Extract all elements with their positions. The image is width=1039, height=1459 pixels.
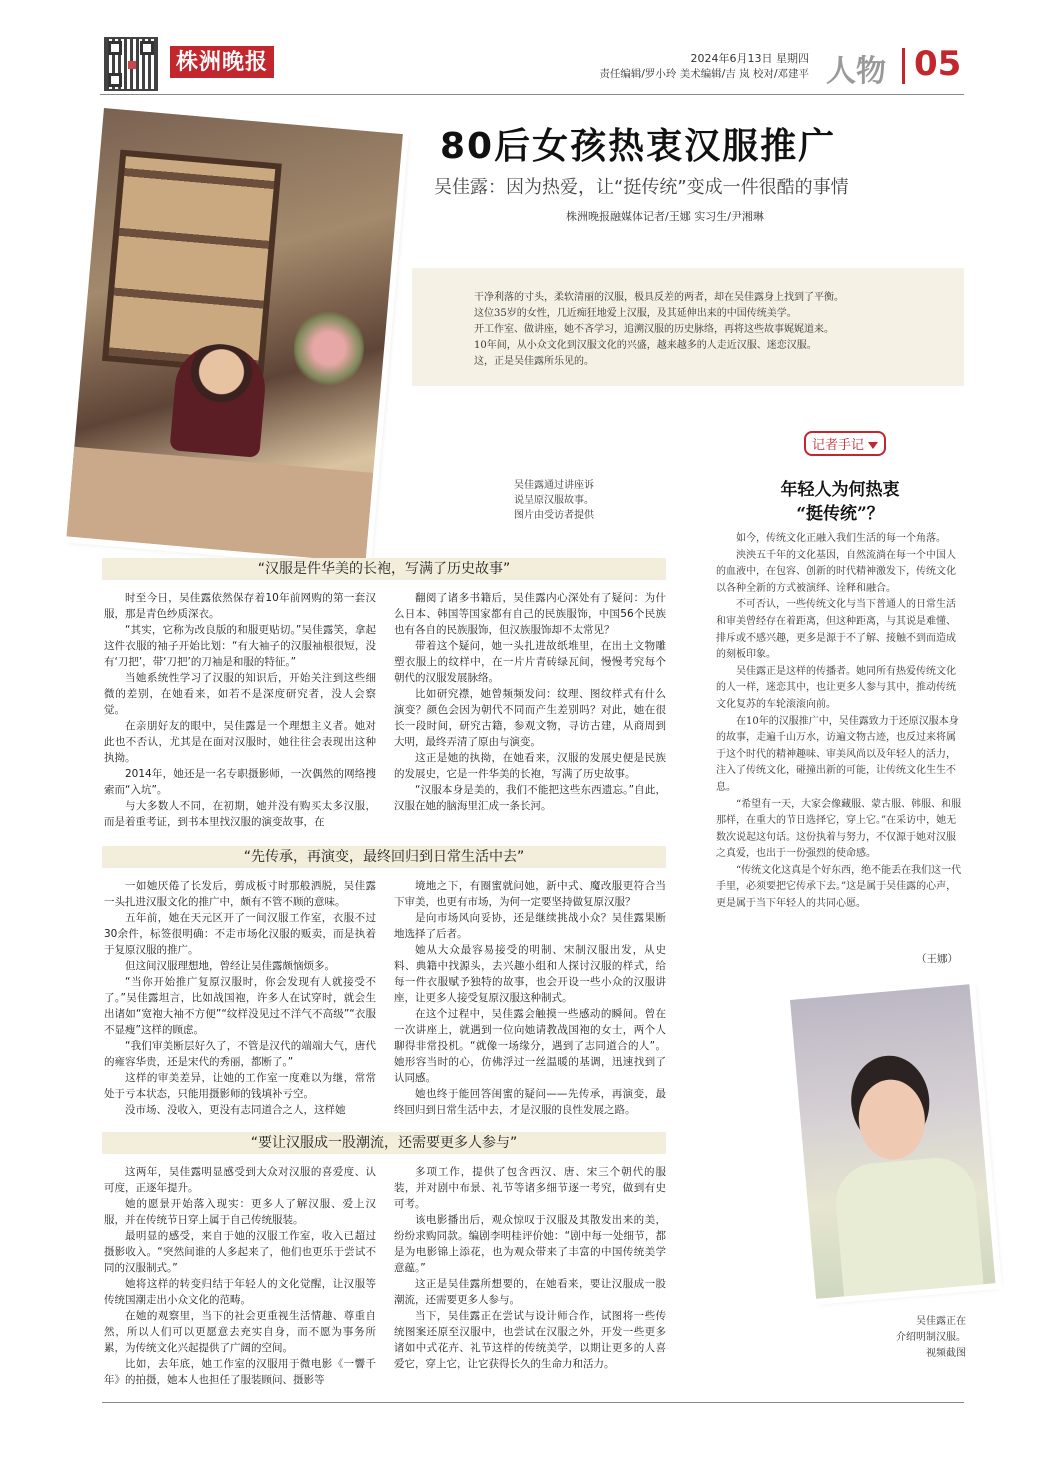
caption-line: 介绍明制汉服。 [896, 1332, 966, 1343]
paragraph: 这两年，吴佳露明显感受到大众对汉服的喜爱度、认可度，正逐年提升。 [104, 1166, 376, 1194]
caption-line: 吴佳露正在 [916, 1316, 966, 1327]
article-column [394, 878, 666, 1118]
note-paragraph: 不可否认，一些传统文化与当下普通人的日常生活和审美曾经存在着距离，但这种距离，与其说是难懂、排斥或不感兴趣，更多是源于不了解、接触不到而造成的刻板印象。 [716, 599, 956, 661]
qr-logo-icon [128, 61, 136, 69]
qr-code [104, 37, 158, 91]
paragraph: 这样的审美差异，让她的工作室一度难以为继，常常处于亏本状态，只能用摄影师的钱填补亏空。 [104, 1072, 376, 1100]
note-paragraph: 泱泱五千年的文化基因，自然流淌在每一个中国人的血液中，在包容、创新的时代精神激发下，传统文化以各种全新的方式被演绎、诠释和融合。 [716, 549, 956, 594]
qr-corner-icon [140, 41, 154, 55]
paragraph: 在这个过程中，吴佳露会触摸一些感动的瞬间。曾在一次讲座上，就遇到一位向她请教战国袍的女士，两个人聊得非常投机。“就像一场缘分，遇到了志同道合的人”。她形容当时的心，仿佛浮过一丝温暖的基调，迅速找到了认同感。 [394, 1008, 666, 1084]
hanfu-image [833, 1155, 985, 1299]
caption-credit: 图片由受访者提供 [514, 510, 594, 521]
paragraph: 在亲朋好友的眼中，吴佳露是一个理想主义者。她对此也不否认，尤其是在面对汉服时，她往往会表现出这种执拗。 [104, 720, 376, 764]
paragraph: 没市场、没收入，更没有志同道合之人，这样她 [125, 1104, 346, 1116]
section-heading: “要让汉服成一股潮流，还需要更多人参与” [102, 1132, 666, 1154]
reporter-note-body [716, 531, 964, 913]
intro-line: 开工作室、做讲座，她不吝学习，追溯汉服的历史脉络，再将这些故事娓娓道来。 [474, 324, 834, 335]
article-column [104, 590, 376, 830]
article-column [394, 1164, 666, 1372]
table-image [67, 447, 374, 563]
section-heading: “汉服是件华美的长袍，写满了历史故事” [102, 558, 666, 580]
note-title-line: “挺传统”？ [796, 504, 884, 524]
footer-rule [102, 1402, 964, 1403]
intro-box [412, 268, 964, 386]
note-paragraph: “希望有一天，大家会像藏服、蒙古服、韩服、和服那样，在重大的节日选择它，穿上它。”在采访中，她无数次说起这句话。这份执着与努力，不仅源于她对汉服之真爱，也出于一份强烈的使命感。 [716, 798, 962, 860]
paragraph: 一如她厌倦了长发后，剪成板寸时那般洒脱，吴佳露一头扎进汉服文化的推广中，颇有不管不顾的意味。 [104, 880, 376, 908]
bookshelf-image [102, 150, 282, 375]
article-column [104, 878, 376, 1118]
paragraph: 2014年，她还是一名专职摄影师，一次偶然的网络搜索而“入坑”。 [104, 768, 376, 796]
paragraph: 她的愿景开始落入现实：更多人了解汉服、爱上汉服，并在传统节日穿上属于自己传统服装。 [104, 1198, 376, 1226]
paragraph: 比如，去年底，她工作室的汉服用于微电影《一響千年》的拍摄，她本人也担任了服装顾问、摄影等 [104, 1358, 376, 1386]
paragraph: 比如研究襟，她曾频频发问：纹理、图纹样式有什么演变？颜色会因为朝代不同而产生差别吗？对此，她在很长一段时间，研究古籍，参观文物，寻访古建，从商周到大明，最终弄清了原由与演变。 [394, 688, 666, 748]
photo-lecture [67, 108, 403, 563]
qr-corner-icon [108, 73, 122, 87]
reporter-note-signature: （王娜） [916, 953, 958, 965]
paragraph: 当她系统性学习了汉服的知识后，开始关注到这些细微的差别，在她看来，如若不是深度研究者，没人会察觉。 [104, 672, 376, 716]
caption-line: 说呈原汉服故事。 [514, 495, 594, 506]
paragraph: 最明显的感受，来自于她的汉服工作室，收入已超过摄影收入。“突然间谁的人多起来了，他们也更乐于尝试不同的汉服制式。” [104, 1230, 376, 1274]
caption-line: 吴佳露通过讲座诉 [514, 480, 594, 491]
intro-line: 干净利落的寸头，柔软清丽的汉服，极具反差的两者，却在吴佳露身上找到了平衡。 [474, 292, 844, 303]
note-paragraph: “传统文化这真是个好东西，绝不能丢在我们这一代手里，必须要把它传承下去。”这是属于吴佳露的心声，更是属于当下年轻人的共同心愿。 [716, 864, 962, 910]
page-number: 05 [914, 44, 962, 84]
paragraph: 这正是吴佳露所想要的，在她看来，要让汉服成一股潮流，还需要更多人参与。 [394, 1278, 666, 1306]
note-paragraph: 如今，传统文化正融入我们生活的每一个角落。 [736, 533, 946, 544]
paragraph: 但这间汉服理想地，曾经让吴佳露颇恼烦多。 [125, 960, 335, 972]
editor-credits: 责任编辑/罗小玲 美术编辑/吉 岚 校对/邓建平 [599, 68, 809, 80]
article-title: 80后女孩热衷汉服推广 [440, 126, 837, 167]
paragraph: 该电影播出后，观众惊叹于汉服及其散发出来的美，纷纷求购同款。编剧李明桂评价她：“剧中每一处细节，都是为电影锦上添花，也为观众带来了丰富的中国传统美学意蕴。” [394, 1214, 666, 1274]
photo-caption [484, 478, 594, 523]
intro-line: 10年间，从小众文化到汉服文化的兴盛，越来越多的人走近汉服、迷恋汉服。 [474, 340, 817, 351]
flowers-image [291, 306, 368, 392]
paragraph: 多项工作，提供了包含西汉、唐、宋三个朝代的服装，并对剧中布景、礼节等诸多细节逐一考究，做到有史可考。 [394, 1166, 666, 1210]
reporter-note-tag [804, 431, 886, 456]
paragraph: 时至今日，吴佳露依然保存着10年前网购的第一套汉服，那是青色纱质深衣。 [104, 592, 376, 620]
intro-line: 这位35岁的女性，几近痴狂地爱上汉服，及其延伸出来的中国传统美学。 [474, 308, 797, 319]
qr-corner-icon [108, 41, 122, 55]
article-subtitle: 吴佳露：因为热爱，让“挺传统”变成一件很酷的事情 [434, 177, 849, 198]
triangle-down-icon [868, 442, 878, 449]
note-paragraph: 吴佳露正是这样的传播者。她同所有热爱传统文化的人一样，迷恋其中，也让更多人参与其中，推动传统文化复苏的车轮滚滚向前。 [716, 665, 956, 710]
paragraph: 是向市场风向妥协，还是继续挑战小众？吴佳露果断地选择了后者。 [394, 912, 666, 940]
paragraph: 她也终于能回答闺蜜的疑问——先传承，再演变，最终回归到日常生活中去，才是汉服的良性发展之路。 [394, 1088, 666, 1116]
caption-credit: 视频截图 [926, 1348, 966, 1359]
paragraph: “当你开始推广复原汉服时，你会发现有人就接受不了。”吴佳露坦言，比如战国袍，许多人在试穿时，就会生出诸如“宽袍大袖不方便”“纹样没见过不洋气不高级”“衣服不显瘦”这样的顾虑。 [104, 976, 376, 1036]
paragraph: 翻阅了诸多书籍后，吴佳露内心深处有了疑问：为什么日本、韩国等国家都有自己的民族服饰，中国56个民族也有各自的民族服饰，但汉族服饰却不太常见？ [394, 592, 666, 636]
article-column [394, 590, 666, 814]
section-heading: “先传承，再演变，最终回归到日常生活中去” [102, 846, 666, 868]
header-rule [100, 94, 964, 95]
paragraph: “汉服本身是美的，我们不能把这些东西遗忘。”自此，汉服在她的脑海里汇成一条长河。 [394, 784, 666, 812]
paragraph: 与大多数人不同，在初期，她并没有购买太多汉服，而是着重考证，到书本里找汉服的演变故事，在 [104, 800, 376, 828]
note-tag-label: 记者手记 [812, 438, 865, 453]
reporter-note-title [716, 478, 964, 526]
paragraph: “我们审美断层好久了，不管是汉代的端端大气，唐代的雍容华贵，还是宋代的秀丽，都断了。” [104, 1040, 376, 1068]
paragraph: 当下，吴佳露正在尝试与设计师合作，试图将一些传统图案还原至汉服中，也尝试在汉服之外，开发一些更多诸如中式花卉、礼节这样的传统美学，以期让更多的人喜爱它，穿上它，让它获得长久的生命力和活力。 [394, 1310, 666, 1370]
paragraph: 在她的观察里，当下的社会更重视生活情趣、尊重自然，所以人们可以更愿意去充实自身，而不愿为事务所累，为传统文化兴起提供了广阔的空间。 [104, 1310, 376, 1354]
paragraph: 带着这个疑问，她一头扎进故纸堆里，在出土文物雕塑衣服上的纹样中，在一片片青砖绿瓦间，慢慢考究每个朝代的汉服发展脉络。 [394, 640, 666, 684]
paragraph: “其实，它称为改良版的和服更贴切。”吴佳露笑，拿起这件衣服的袖子开始比划：“有大袖子的汉服袖根很短，没有‘刀把’，带‘刀把’的刀袖是和服的特征。” [104, 624, 376, 668]
note-title-line: 年轻人为何热衷 [780, 480, 900, 500]
newspaper-logo: 株洲晚报 [170, 46, 274, 78]
photo-caption [876, 1314, 966, 1362]
issue-date: 2024年6月13日 星期四 [690, 52, 809, 65]
header-divider [902, 48, 905, 84]
intro-line: 这，正是吴佳露所乐见的。 [474, 356, 594, 367]
paragraph: 她从大众最容易接受的明制、宋制汉服出发，从史料、典籍中找源头，去兴趣小组和人探讨汉服的样式，给每一件衣服赋予独特的故事，也会开设一些小众的汉服讲座，让更多人接受复原汉服这种制式。 [394, 944, 666, 1004]
photo-video-still [790, 984, 995, 1299]
paragraph: 她将这样的转变归结于年轻人的文化觉醒，让汉服等传统国潮走出小众文化的范畴。 [104, 1278, 376, 1306]
paragraph: 这正是她的执拗，在她看来，汉服的发展史便是民族的发展史，它是一件华美的长袍，写满了历史故事。 [394, 752, 666, 780]
article-byline: 株洲晚报融媒体记者/王娜 实习生/尹湘琳 [566, 210, 764, 223]
paragraph: 境地之下，有圈蜜就问她，新中式、魔改服更符合当下审美，也更有市场，为何一定要坚持做复原汉服？ [394, 880, 666, 908]
person-image [855, 1077, 928, 1162]
section-name: 人物 [826, 54, 886, 89]
article-column [104, 1164, 376, 1388]
paragraph: 五年前，她在天元区开了一间汉服工作室，衣服不过30余件，标签很明确：不走市场化汉服的贩卖，而是执着于复原汉服的推广。 [104, 912, 376, 956]
note-paragraph: 在10年的汉服推广中，吴佳露致力于还原汉服本身的故事，走遍千山万水，访遍文物古迹，也反过来将属于这个时代的精神趣味、审美风尚以及年轻人的活力，注入了传统文化，碰撞出新的可能，让传统文化生生不息。 [716, 715, 959, 793]
